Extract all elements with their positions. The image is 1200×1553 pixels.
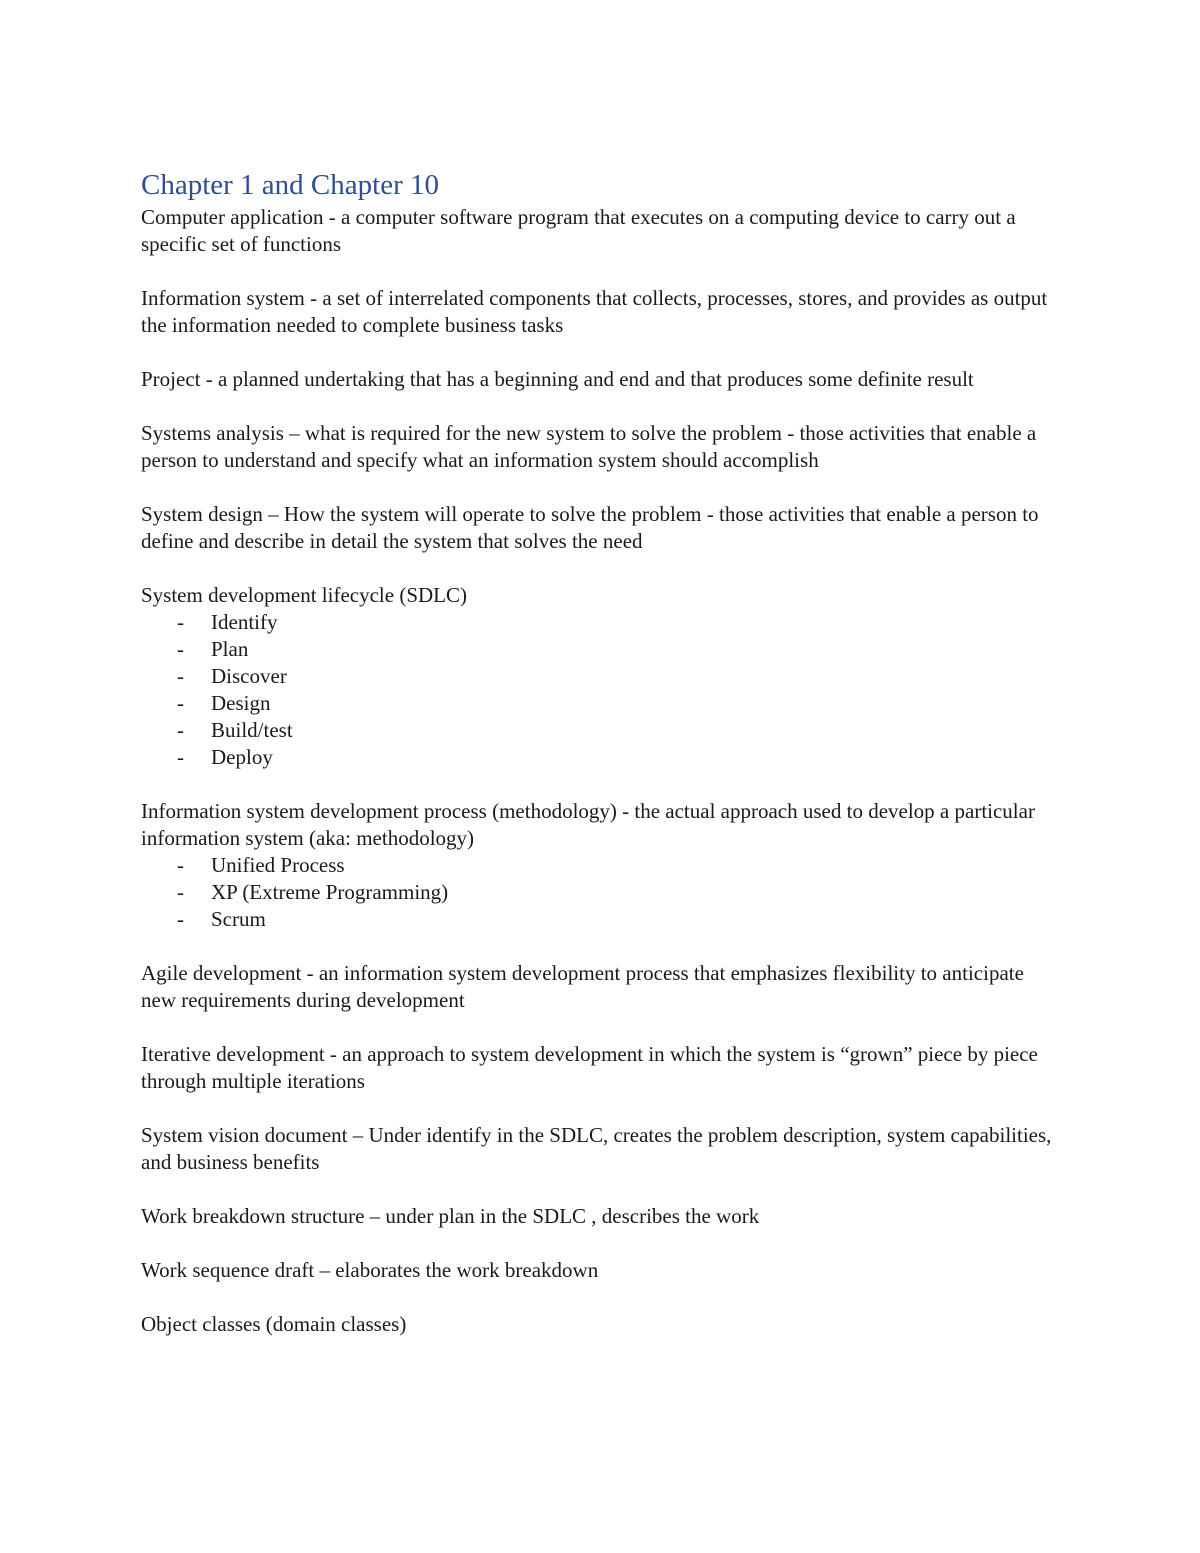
list-item — [141, 879, 1061, 906]
paragraph-development-process: Information system development process (methodology) - the actual approach used to develop a particular information system (aka: methodology) — [141, 799, 1035, 850]
list-item — [141, 906, 1061, 933]
paragraph-system-design: System design – How the system will operate to solve the problem - those activities that enable a person to define and describe in detail the system that solves the need — [141, 502, 1039, 553]
list-item — [141, 609, 1061, 636]
list-item-text: Deploy — [211, 745, 273, 769]
list-item — [141, 744, 1061, 771]
paragraph-project: Project - a planned undertaking that has a beginning and end and that produces some definite result — [141, 367, 974, 391]
list-item-text: Plan — [211, 637, 249, 661]
list-item-text: XP (Extreme Programming) — [211, 880, 449, 904]
dash-bullet: - — [177, 718, 184, 742]
document-title: Chapter 1 and Chapter 10 — [141, 169, 439, 201]
paragraph-iterative-development: Iterative development - an approach to system development in which the system is “grown” piece by piece through multiple iterations — [141, 1042, 1038, 1093]
dash-bullet: - — [177, 853, 184, 877]
dash-bullet: - — [177, 637, 184, 661]
list-item — [141, 717, 1061, 744]
paragraph-system-vision-document: System vision document – Under identify in the SDLC, creates the problem description, system capabilities, and business benefits — [141, 1123, 1052, 1174]
paragraph-systems-analysis: Systems analysis – what is required for the new system to solve the problem - those activities that enable a person to understand and specify what an information system should accomplish — [141, 421, 1037, 472]
dash-bullet: - — [177, 880, 184, 904]
list-item-text: Unified Process — [211, 853, 345, 877]
paragraph-object-classes: Object classes (domain classes) — [141, 1312, 407, 1336]
list-item-text: Identify — [211, 610, 278, 634]
list-item-text: Design — [211, 691, 271, 715]
list-item — [141, 852, 1061, 879]
paragraph-agile-development: Agile development - an information system development process that emphasizes flexibility to anticipate new requirements during development — [141, 961, 1024, 1012]
list-item-text: Build/test — [211, 718, 293, 742]
sdlc-list — [141, 609, 1061, 771]
dash-bullet: - — [177, 691, 184, 715]
paragraph-computer-application: Computer application - a computer software program that executes on a computing device to carry out a specific set of functions — [141, 205, 1016, 256]
list-item — [141, 690, 1061, 717]
dash-bullet: - — [177, 907, 184, 931]
list-item — [141, 663, 1061, 690]
list-item-text: Discover — [211, 664, 287, 688]
document-body — [141, 166, 1061, 1365]
list-item — [141, 636, 1061, 663]
list-item-text: Scrum — [211, 907, 266, 931]
paragraph-work-breakdown-structure: Work breakdown structure – under plan in the SDLC , describes the work — [141, 1204, 760, 1228]
dash-bullet: - — [177, 745, 184, 769]
dash-bullet: - — [177, 610, 184, 634]
dash-bullet: - — [177, 664, 184, 688]
paragraph-work-sequence-draft: Work sequence draft – elaborates the work breakdown — [141, 1258, 599, 1282]
paragraph-information-system: Information system - a set of interrelated components that collects, processes, stores, and provides as output the information needed to complete business tasks — [141, 286, 1048, 337]
paragraph-sdlc: System development lifecycle (SDLC) — [141, 583, 468, 607]
methodology-list — [141, 852, 1061, 933]
